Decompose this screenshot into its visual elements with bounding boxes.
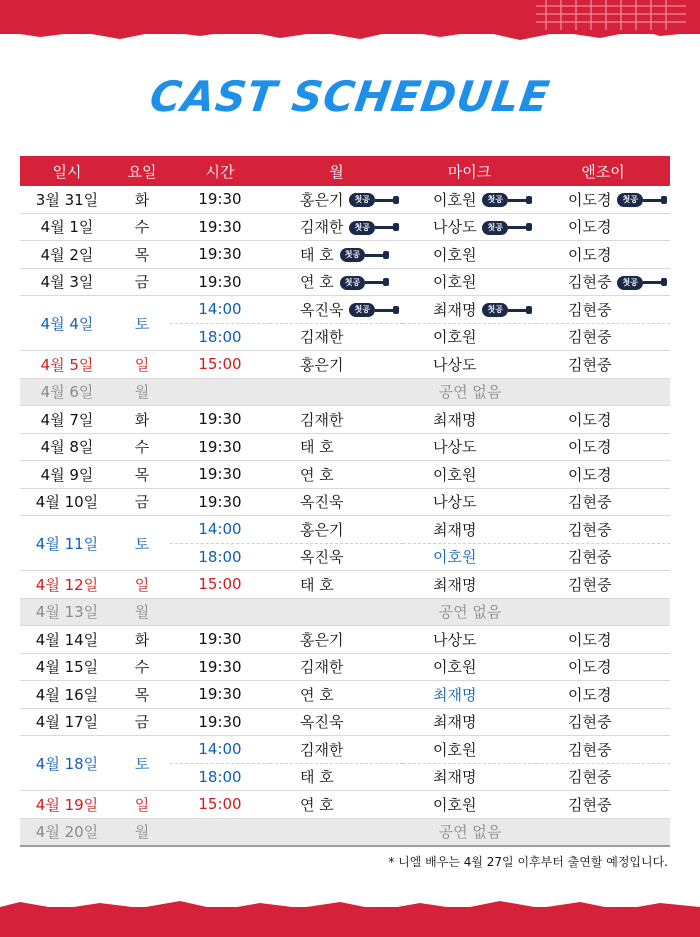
- andjoy-cast-cell: [536, 213, 670, 241]
- day-cell: 금: [114, 708, 170, 736]
- first-show-badge-icon: [482, 303, 527, 317]
- no-performance-cell: 공연 없음: [270, 378, 670, 406]
- andjoy-cast-cell: [536, 516, 670, 544]
- wol-cast-cell-name: 연 호: [300, 273, 334, 292]
- wol-cast-cell: [270, 461, 403, 489]
- first-show-badge-icon: [349, 221, 394, 235]
- time-cell: 18:00: [170, 763, 270, 791]
- mike-cast-cell: [403, 516, 536, 544]
- andjoy-cast-cell: [536, 763, 670, 791]
- wol-cast-cell-name: 옥진욱: [300, 493, 344, 512]
- mike-cast-cell: [403, 571, 536, 599]
- time-cell: 19:30: [170, 406, 270, 434]
- wol-cast-cell: [270, 241, 403, 269]
- table-row: [20, 296, 670, 324]
- date-cell: 4월 6일: [20, 378, 114, 406]
- andjoy-cast-cell: [536, 681, 670, 709]
- table-row: [20, 186, 670, 213]
- mike-cast-cell: [403, 323, 536, 351]
- table-row: [20, 598, 670, 626]
- wol-cast-cell-name: 홍은기: [300, 520, 344, 539]
- mike-cast-cell: [403, 351, 536, 379]
- first-show-badge-icon: [617, 193, 662, 207]
- mike-cast-cell: [403, 268, 536, 296]
- wol-cast-cell-name: 옥진욱: [300, 548, 344, 567]
- wol-cast-cell-name: 연 호: [300, 465, 334, 484]
- andjoy-cast-cell-name: 김현중: [568, 355, 612, 374]
- mike-cast-cell-name: 나상도: [433, 218, 477, 237]
- andjoy-cast-cell: [536, 653, 670, 681]
- first-show-badge-icon: [482, 193, 527, 207]
- mike-cast-cell-name: 최재명: [433, 520, 477, 539]
- wol-cast-cell-name: 연 호: [300, 685, 334, 704]
- wol-cast-cell: [270, 213, 403, 241]
- torn-edge-bottom: [0, 893, 700, 915]
- mike-cast-cell-name: 나상도: [433, 493, 477, 512]
- andjoy-cast-cell-name: 김현중: [568, 328, 612, 347]
- day-cell: 목: [114, 241, 170, 269]
- day-cell: 토: [114, 736, 170, 791]
- table-row: [20, 351, 670, 379]
- page-title: CAST SCHEDULE: [146, 72, 554, 121]
- day-cell: 토: [114, 516, 170, 571]
- andjoy-cast-cell: [536, 323, 670, 351]
- wol-cast-cell: [270, 406, 403, 434]
- table-row: [20, 378, 670, 406]
- time-cell: 18:00: [170, 323, 270, 351]
- table-row: [20, 626, 670, 654]
- table-row: [20, 268, 670, 296]
- mike-cast-cell-name: 나상도: [433, 438, 477, 457]
- wol-cast-cell-name: 연 호: [300, 795, 334, 814]
- date-cell: 4월 4일: [20, 296, 114, 351]
- time-cell: 19:30: [170, 186, 270, 213]
- wol-cast-cell-name: 태 호: [300, 438, 334, 457]
- day-cell: 일: [114, 351, 170, 379]
- day-cell: 월: [114, 818, 170, 846]
- day-cell: 금: [114, 488, 170, 516]
- wol-cast-cell: [270, 763, 403, 791]
- day-cell: 월: [114, 378, 170, 406]
- day-cell: 월: [114, 598, 170, 626]
- day-cell: 수: [114, 653, 170, 681]
- mike-cast-cell-name: 최재명: [433, 713, 477, 732]
- andjoy-cast-cell-name: 이도경: [568, 245, 612, 264]
- wol-cast-cell: [270, 543, 403, 571]
- andjoy-cast-cell-name: 김현중: [568, 713, 612, 732]
- wol-cast-cell-name: 홍은기: [300, 355, 344, 374]
- table-header-row: [20, 156, 670, 186]
- time-cell: [170, 378, 270, 406]
- first-show-badge-icon: [617, 276, 662, 290]
- andjoy-cast-cell: [536, 351, 670, 379]
- mike-cast-cell: [403, 543, 536, 571]
- first-show-badge-label: 첫공: [340, 276, 365, 290]
- andjoy-cast-cell-name: 이도경: [568, 190, 612, 209]
- time-cell: 18:00: [170, 543, 270, 571]
- wol-cast-cell-name: 태 호: [300, 575, 334, 594]
- table-row: [20, 791, 670, 819]
- date-cell: 4월 3일: [20, 268, 114, 296]
- time-cell: 19:30: [170, 681, 270, 709]
- andjoy-cast-cell: [536, 268, 670, 296]
- andjoy-cast-cell: [536, 433, 670, 461]
- date-cell: 4월 20일: [20, 818, 114, 846]
- time-cell: 14:00: [170, 296, 270, 324]
- day-cell: 수: [114, 213, 170, 241]
- mike-cast-cell: [403, 791, 536, 819]
- andjoy-cast-cell-name: 김현중: [568, 575, 612, 594]
- time-cell: 19:30: [170, 433, 270, 461]
- wol-cast-cell: [270, 351, 403, 379]
- time-cell: 19:30: [170, 488, 270, 516]
- first-show-badge-icon: [340, 248, 385, 262]
- andjoy-cast-cell-name: 김현중: [568, 520, 612, 539]
- mike-cast-cell-name: 최재명: [433, 768, 477, 787]
- day-cell: 일: [114, 571, 170, 599]
- date-cell: 4월 16일: [20, 681, 114, 709]
- andjoy-cast-cell-name: 이도경: [568, 465, 612, 484]
- table-row: [20, 433, 670, 461]
- andjoy-cast-cell-name: 이도경: [568, 410, 612, 429]
- time-cell: 19:30: [170, 653, 270, 681]
- time-cell: 14:00: [170, 736, 270, 764]
- wol-cast-cell-name: 김재한: [300, 410, 344, 429]
- andjoy-cast-cell: [536, 241, 670, 269]
- mike-cast-cell: [403, 296, 536, 324]
- time-cell: 15:00: [170, 571, 270, 599]
- footnote: * 니엘 배우는 4월 27일 이후부터 출연할 예정입니다.: [388, 855, 668, 869]
- header-andjoy: 앤조이: [536, 156, 670, 186]
- first-show-badge-label: 첫공: [617, 193, 642, 207]
- wol-cast-cell: [270, 791, 403, 819]
- mike-cast-cell-name: 최재명: [433, 575, 477, 594]
- table-row: [20, 708, 670, 736]
- mike-cast-cell-name: 최재명: [433, 410, 477, 429]
- time-cell: 19:30: [170, 268, 270, 296]
- andjoy-cast-cell: [536, 296, 670, 324]
- first-show-badge-label: 첫공: [349, 303, 374, 317]
- header-mike: 마이크: [403, 156, 536, 186]
- date-cell: 4월 19일: [20, 791, 114, 819]
- date-cell: 4월 10일: [20, 488, 114, 516]
- wol-cast-cell: [270, 296, 403, 324]
- header-date: 일시: [20, 156, 114, 186]
- date-cell: 4월 14일: [20, 626, 114, 654]
- time-cell: [170, 818, 270, 846]
- first-show-badge-label: 첫공: [349, 193, 374, 207]
- andjoy-cast-cell: [536, 791, 670, 819]
- time-cell: 15:00: [170, 791, 270, 819]
- time-cell: 15:00: [170, 351, 270, 379]
- mike-cast-cell: [403, 736, 536, 764]
- wol-cast-cell: [270, 488, 403, 516]
- wol-cast-cell-name: 홍은기: [300, 630, 344, 649]
- wol-cast-cell-name: 옥진욱: [300, 300, 344, 319]
- table-row: [20, 406, 670, 434]
- andjoy-cast-cell: [536, 626, 670, 654]
- mike-cast-cell-name: 나상도: [433, 355, 477, 374]
- cast-schedule-table: [20, 156, 670, 847]
- wol-cast-cell: [270, 268, 403, 296]
- mike-cast-cell-name: 이호원: [433, 245, 477, 264]
- wol-cast-cell: [270, 653, 403, 681]
- mike-cast-cell: [403, 626, 536, 654]
- mike-cast-cell-name: 이호원: [433, 190, 477, 209]
- first-show-badge-label: 첫공: [340, 248, 365, 262]
- andjoy-cast-cell-name: 김현중: [568, 273, 612, 292]
- day-cell: 목: [114, 461, 170, 489]
- andjoy-cast-cell-name: 김현중: [568, 795, 612, 814]
- date-cell: 4월 13일: [20, 598, 114, 626]
- table-row: [20, 736, 670, 764]
- andjoy-cast-cell-name: 이도경: [568, 630, 612, 649]
- mike-cast-cell: [403, 406, 536, 434]
- andjoy-cast-cell-name: 이도경: [568, 658, 612, 677]
- time-cell: 19:30: [170, 241, 270, 269]
- date-cell: 4월 5일: [20, 351, 114, 379]
- date-cell: 4월 9일: [20, 461, 114, 489]
- date-cell: 4월 1일: [20, 213, 114, 241]
- date-cell: 4월 15일: [20, 653, 114, 681]
- no-performance-cell: 공연 없음: [270, 598, 670, 626]
- mike-cast-cell: [403, 488, 536, 516]
- wol-cast-cell-name: 김재한: [300, 658, 344, 677]
- mike-cast-cell: [403, 433, 536, 461]
- mike-cast-cell: [403, 461, 536, 489]
- andjoy-cast-cell: [536, 736, 670, 764]
- andjoy-cast-cell-name: 이도경: [568, 438, 612, 457]
- andjoy-cast-cell: [536, 708, 670, 736]
- time-cell: 19:30: [170, 213, 270, 241]
- time-cell: 19:30: [170, 626, 270, 654]
- andjoy-cast-cell-name: 김현중: [568, 740, 612, 759]
- day-cell: 목: [114, 681, 170, 709]
- date-cell: 4월 11일: [20, 516, 114, 571]
- day-cell: 일: [114, 791, 170, 819]
- day-cell: 화: [114, 186, 170, 213]
- andjoy-cast-cell-name: 김현중: [568, 768, 612, 787]
- andjoy-cast-cell-name: 이도경: [568, 685, 612, 704]
- andjoy-cast-cell-name: 김현중: [568, 548, 612, 567]
- wol-cast-cell-name: 김재한: [300, 740, 344, 759]
- andjoy-cast-cell: [536, 186, 670, 213]
- mike-cast-cell: [403, 763, 536, 791]
- andjoy-cast-cell-name: 김현중: [568, 300, 612, 319]
- andjoy-cast-cell: [536, 571, 670, 599]
- day-cell: 화: [114, 406, 170, 434]
- time-cell: [170, 598, 270, 626]
- date-cell: 4월 18일: [20, 736, 114, 791]
- wol-cast-cell: [270, 323, 403, 351]
- mike-cast-cell-name: 최재명: [433, 685, 477, 704]
- first-show-badge-label: 첫공: [482, 303, 507, 317]
- table-row: [20, 488, 670, 516]
- wol-cast-cell: [270, 516, 403, 544]
- mike-cast-cell-name: 이호원: [433, 548, 477, 567]
- wol-cast-cell-name: 홍은기: [300, 190, 344, 209]
- andjoy-cast-cell: [536, 461, 670, 489]
- time-cell: 19:30: [170, 708, 270, 736]
- wol-cast-cell: [270, 736, 403, 764]
- wol-cast-cell-name: 태 호: [300, 245, 334, 264]
- mike-cast-cell: [403, 708, 536, 736]
- day-cell: 수: [114, 433, 170, 461]
- mike-cast-cell: [403, 653, 536, 681]
- mike-cast-cell-name: 이호원: [433, 795, 477, 814]
- first-show-badge-label: 첫공: [482, 193, 507, 207]
- table-row: [20, 818, 670, 846]
- first-show-badge-icon: [349, 303, 394, 317]
- mike-cast-cell: [403, 241, 536, 269]
- mike-cast-cell-name: 이호원: [433, 328, 477, 347]
- table-row: [20, 241, 670, 269]
- wol-cast-cell: [270, 186, 403, 213]
- mike-cast-cell-name: 이호원: [433, 740, 477, 759]
- day-cell: 토: [114, 296, 170, 351]
- table-row: [20, 461, 670, 489]
- time-cell: 14:00: [170, 516, 270, 544]
- grid-pattern-decoration: [536, 0, 686, 30]
- wol-cast-cell: [270, 708, 403, 736]
- first-show-badge-icon: [482, 221, 527, 235]
- header-day: 요일: [114, 156, 170, 186]
- wol-cast-cell-name: 옥진욱: [300, 713, 344, 732]
- mike-cast-cell: [403, 186, 536, 213]
- mike-cast-cell-name: 이호원: [433, 465, 477, 484]
- date-cell: 4월 2일: [20, 241, 114, 269]
- first-show-badge-icon: [349, 193, 394, 207]
- andjoy-cast-cell: [536, 406, 670, 434]
- mike-cast-cell: [403, 681, 536, 709]
- wol-cast-cell-name: 태 호: [300, 768, 334, 787]
- first-show-badge-icon: [340, 276, 385, 290]
- first-show-badge-label: 첫공: [349, 221, 374, 235]
- table-row: [20, 681, 670, 709]
- andjoy-cast-cell: [536, 543, 670, 571]
- date-cell: 4월 8일: [20, 433, 114, 461]
- date-cell: 3월 31일: [20, 186, 114, 213]
- table-row: [20, 213, 670, 241]
- date-cell: 4월 7일: [20, 406, 114, 434]
- wol-cast-cell-name: 김재한: [300, 328, 344, 347]
- date-cell: 4월 17일: [20, 708, 114, 736]
- no-performance-cell: 공연 없음: [270, 818, 670, 846]
- first-show-badge-label: 첫공: [482, 221, 507, 235]
- wol-cast-cell: [270, 681, 403, 709]
- wol-cast-cell: [270, 571, 403, 599]
- mike-cast-cell-name: 이호원: [433, 658, 477, 677]
- header-time: 시간: [170, 156, 270, 186]
- wol-cast-cell-name: 김재한: [300, 218, 344, 237]
- wol-cast-cell: [270, 626, 403, 654]
- first-show-badge-label: 첫공: [617, 276, 642, 290]
- table-row: [20, 653, 670, 681]
- mike-cast-cell: [403, 213, 536, 241]
- andjoy-cast-cell-name: 이도경: [568, 218, 612, 237]
- andjoy-cast-cell: [536, 488, 670, 516]
- table-row: [20, 516, 670, 544]
- andjoy-cast-cell-name: 김현중: [568, 493, 612, 512]
- mike-cast-cell-name: 이호원: [433, 273, 477, 292]
- header-wol: 월: [270, 156, 403, 186]
- day-cell: 금: [114, 268, 170, 296]
- mike-cast-cell-name: 나상도: [433, 630, 477, 649]
- time-cell: 19:30: [170, 461, 270, 489]
- day-cell: 화: [114, 626, 170, 654]
- wol-cast-cell: [270, 433, 403, 461]
- date-cell: 4월 12일: [20, 571, 114, 599]
- mike-cast-cell-name: 최재명: [433, 300, 477, 319]
- table-row: [20, 571, 670, 599]
